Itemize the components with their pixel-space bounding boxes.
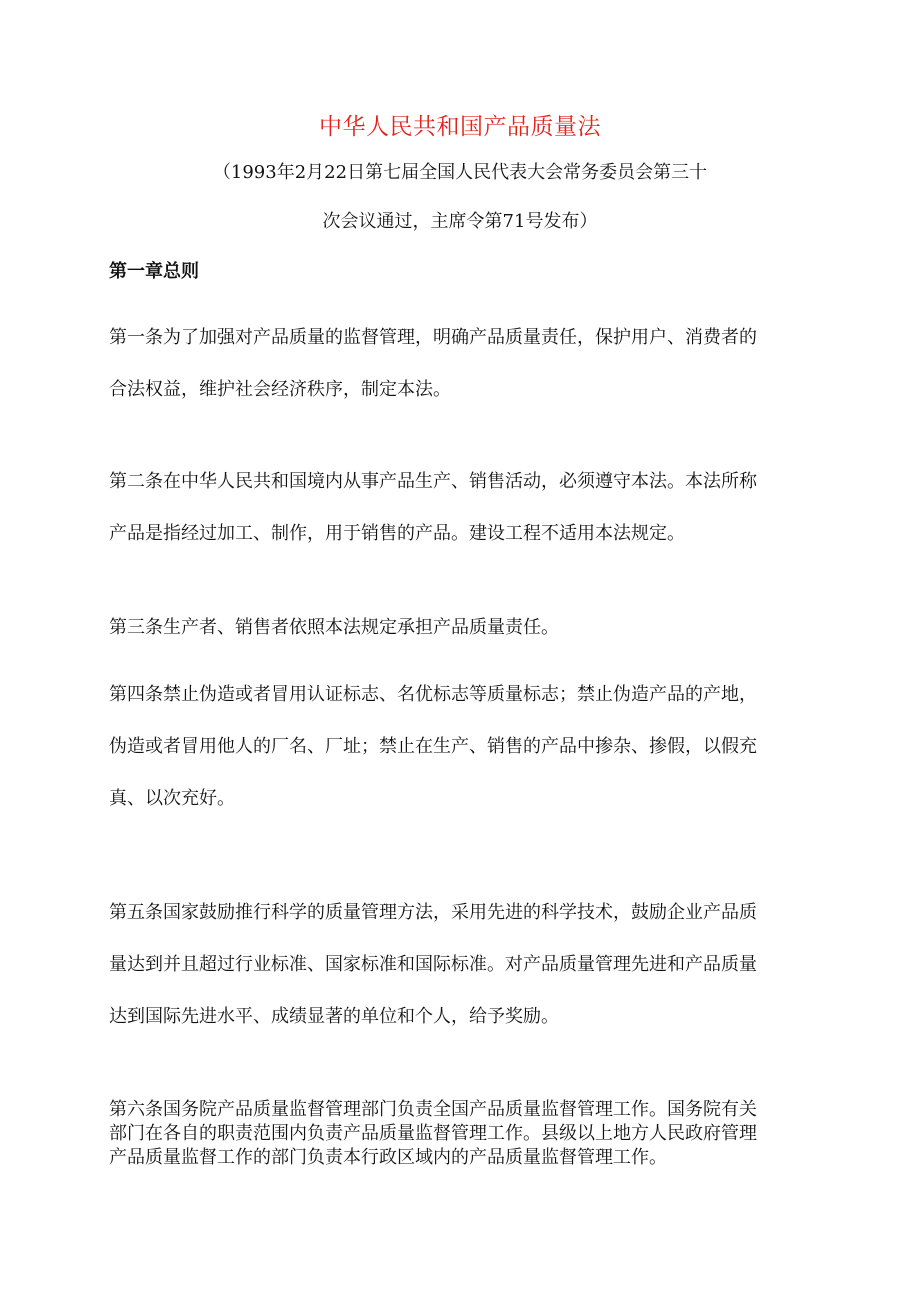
article-line: 达到国际先进水平、成绩显著的单位和个人，给予奖励。 <box>109 1006 559 1027</box>
article-line: 伪造或者冒用他人的厂名、厂址；禁止在生产、销售的产品中掺杂、掺假，以假充 <box>109 736 757 757</box>
article-line: 真、以次充好。 <box>109 788 235 809</box>
article-line: 部门在各自的职责范围内负责产品质量监督管理工作。县级以上地方人民政府管理 <box>109 1123 757 1144</box>
article-2 <box>109 469 834 573</box>
article-line: 产品是指经过加工、制作，用于销售的产品。建设工程不适用本法规定。 <box>109 523 685 544</box>
article-4 <box>109 682 834 838</box>
article-5 <box>109 900 834 1056</box>
article-line: 第三条生产者、销售者依照本法规定承担产品质量责任。 <box>109 617 559 638</box>
article-line: 第五条国家鼓励推行科学的质量管理方法，采用先进的科学技术，鼓励企业产品质 <box>109 902 757 923</box>
document-subtitle-line-2: 次会议通过，主席令第71号发布） <box>322 211 598 232</box>
article-line: 第四条禁止伪造或者冒用认证标志、名优标志等质量标志；禁止伪造产品的产地， <box>109 684 757 705</box>
document-title: 中华人民共和国产品质量法 <box>319 114 601 140</box>
article-6 <box>109 1098 834 1170</box>
article-line: 第六条国务院产品质量监督管理部门负责全国产品质量监督管理工作。国务院有关 <box>109 1099 757 1120</box>
chapter-heading: 第一章总则 <box>109 261 199 282</box>
article-1 <box>109 325 834 429</box>
article-line: 第二条在中华人民共和国境内从事产品生产、销售活动，必须遵守本法。本法所称 <box>109 471 757 492</box>
article-line: 合法权益，维护社会经济秩序，制定本法。 <box>109 379 451 400</box>
article-line: 第一条为了加强对产品质量的监督管理，明确产品质量责任，保护用户、消费者的 <box>109 327 757 348</box>
article-line: 量达到并且超过行业标准、国家标准和国际标准。对产品质量管理先进和产品质量 <box>109 954 757 975</box>
document-subtitle-line-1: （1993年2月22日第七届全国人民代表大会常务委员会第三十 <box>212 162 708 183</box>
article-line: 产品质量监督工作的部门负责本行政区域内的产品质量监督管理工作。 <box>109 1147 667 1168</box>
article-3 <box>109 615 834 641</box>
